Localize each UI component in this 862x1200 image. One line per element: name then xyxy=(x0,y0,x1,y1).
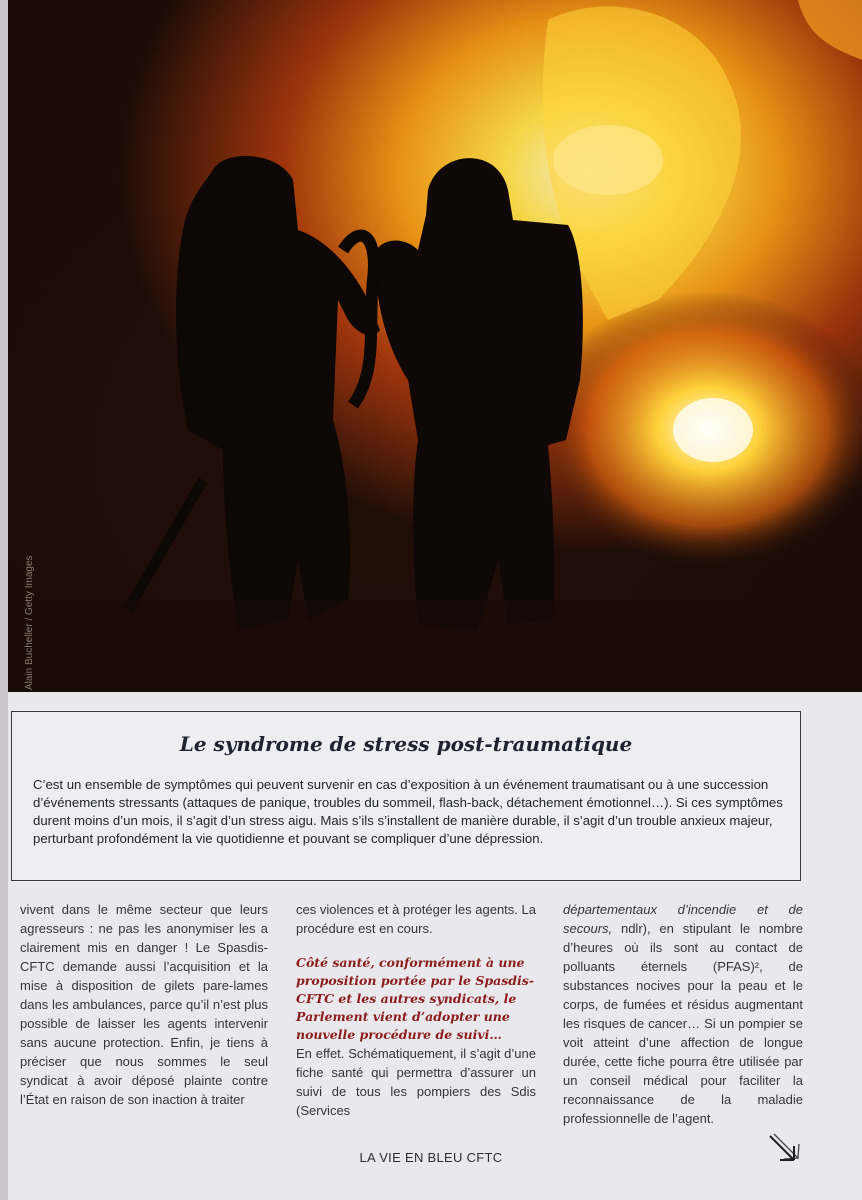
article-column-3 xyxy=(563,900,803,1128)
column-2-body: En effet. Schématiquement, il s’agit d’une fiche santé qui permettra d’assurer un suivi de tous les pompiers des Sdis (Services xyxy=(296,1046,536,1118)
column-3-body: ndlr), en stipulant le nombre d’heures où ils sont au contact de polluants éternels (PFAS)², de substances nocives pour la peau et le corps, de fumées et résidus augmentant les risques de cancer… Si un pompier se voit atteint d’une affection de longue durée, cette fiche pourra être utilisée par un conseil médical pour faciliter la reconnaissance de la maladie professionnelle de l’agent. xyxy=(563,921,803,1126)
ptsd-definition-box xyxy=(11,711,801,881)
article-column-2 xyxy=(296,900,536,1120)
box-body: C’est un ensemble de symptômes qui peuvent survenir en cas d’exposition à un événement traumatisant ou à une succession d’événements stressants (attaques de panique, troubles du sommeil, flash-back, détachement émotionnel…). Si ces symptômes durent moins d’un mois, il s’agit d’un stress aigu. Mais s’ils s’installent de manière durable, il s’agit d’un trouble anxieux majeur, perturbant profondément la vie quotidienne et pouvant se compliquer d’une dépression. xyxy=(33,777,783,846)
column-1-text: vivent dans le même secteur que leurs agresseurs : ne pas les anonymiser les a clairement mis en danger ! Le Spasdis-CFTC demande aussi l’acquisition et la mise à disposition de gilets pare-lames dans les ambulances, parce qu’il n’est plus possible de laisser les agents intervenir sans aucune protection. Enfin, je tiens à préciser que nous sommes le seul syndicat à avoir déposé plainte contre l’État en raison de son inaction à traiter xyxy=(20,902,268,1107)
next-page-arrow-icon[interactable] xyxy=(766,1132,806,1172)
photo-credit: Alain Bucheller / Getty Images xyxy=(24,555,35,690)
interview-question: Côté santé, conformément à une proposition portée par le Spasdis-CFTC et les autres syndicats, le Parlement vient d’adopter une nouvelle procédure de suivi… xyxy=(296,955,534,1042)
column-3-text xyxy=(563,900,803,1128)
page-edge xyxy=(0,0,8,1200)
column-3-italic: départementaux d’incendie et de secours, xyxy=(563,902,803,936)
article-column-1 xyxy=(20,900,268,1109)
firefighters-photo xyxy=(8,0,862,692)
column-2-intro: ces violences et à protéger les agents. La procédure est en cours. xyxy=(296,902,536,936)
box-title: Le syndrome de stress post-traumatique xyxy=(179,732,633,756)
magazine-footer: LA VIE EN BLEU CFTC xyxy=(359,1150,503,1165)
